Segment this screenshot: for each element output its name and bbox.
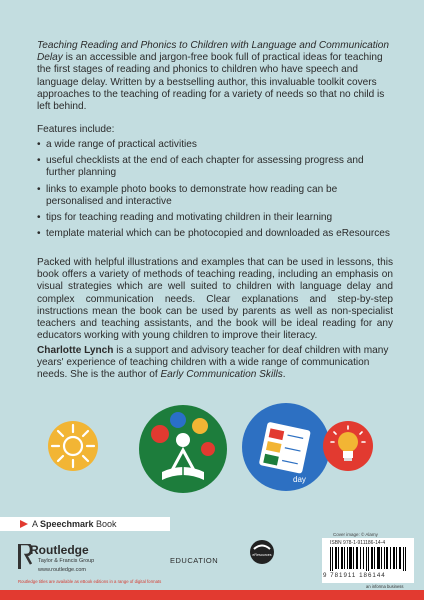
list-item xyxy=(37,228,393,240)
author-name: Charlotte Lynch xyxy=(37,345,114,356)
list-item xyxy=(37,212,393,224)
informa-label: an informa business xyxy=(366,584,404,589)
author-book: Early Communication Skills xyxy=(160,369,283,381)
barcode xyxy=(330,547,406,571)
bio-text: is a support and advisory teacher for deaf children with many years' experience of teaching children with a wide range of communication needs. She is the author of xyxy=(37,345,389,381)
feature-text: useful checklists at the end of each chapter for assessing progress and further planning xyxy=(46,155,364,179)
feature-text: a wide range of practical activities xyxy=(46,139,197,150)
barcode-number: 9 781911 186144 xyxy=(323,572,386,579)
intro-paragraph xyxy=(37,40,393,113)
routledge-logo: Routledge xyxy=(30,543,89,557)
eresources-icon xyxy=(249,539,275,565)
list-item xyxy=(37,184,393,208)
bullet: • xyxy=(37,183,41,195)
sun-icon xyxy=(47,420,99,472)
features-heading: Features include: xyxy=(37,124,115,135)
bullet: • xyxy=(37,228,41,240)
ebook-note: Routledge titles are available as eBook editions in a range of digital formats xyxy=(18,579,162,584)
description-paragraph: Packed with helpful illustrations and examples that can be used in lessons, this book offers a variety of methods of teaching reading, including an emphasis on visual strategies which are well suited to children with language delay and complex communication needs. Clear explanations and step-by-step instructions mean the book can be used by parents as well as non-specialist teachers and teaching assistants, and the book will be ideal reading for any educators working with young children to improve their literacy. xyxy=(37,257,393,342)
speechmark-arrow-icon xyxy=(20,520,28,528)
lightbulb-icon xyxy=(322,420,374,472)
child-reading-icon xyxy=(138,404,228,494)
routledge-url: www.routledge.com xyxy=(38,567,86,573)
feature-text: template material which can be photocopied and downloaded as eResources xyxy=(46,228,390,240)
speechmark-brand: Speechmark xyxy=(40,519,94,529)
svg-text:day: day xyxy=(293,475,306,484)
bullet: • xyxy=(37,139,41,150)
bio-end: . xyxy=(282,369,286,381)
bottom-strip xyxy=(0,590,424,600)
author-bio xyxy=(37,345,393,382)
intro-text: is an accessible and jargon-free book full of practical ideas for teaching the first stages of reading and phonics to children who have speech and language delay. Written by a bestselling author, this invaluable toolkit covers approaches to the teaching of reading for a variety of needs so that no child is left behind. xyxy=(37,52,385,113)
bullet: • xyxy=(37,212,41,224)
isbn: ISBN 978-1-911186-14-4 xyxy=(330,540,386,546)
book-title: Teaching Reading and Phonics to Children with Language and Communication Delay xyxy=(37,40,390,64)
education-label: EDUCATION xyxy=(170,556,219,565)
routledge-subtitle: Taylor & Francis Group xyxy=(38,558,95,564)
feature-text: tips for teaching reading and motivating children in their learning xyxy=(46,212,333,224)
book-icon xyxy=(241,402,331,492)
cover-credit: Cover image: © Alamy xyxy=(333,532,378,537)
bullet: • xyxy=(37,155,41,167)
list-item xyxy=(37,155,393,179)
eresources-label: eResources xyxy=(252,553,272,557)
features-list xyxy=(37,139,393,244)
speechmark-prefix: A xyxy=(32,519,41,529)
feature-text: links to example photo books to demonstrate how reading can be personalised and interactive xyxy=(46,183,338,207)
list-item xyxy=(37,139,393,151)
speechmark-suffix: Book xyxy=(93,519,117,529)
